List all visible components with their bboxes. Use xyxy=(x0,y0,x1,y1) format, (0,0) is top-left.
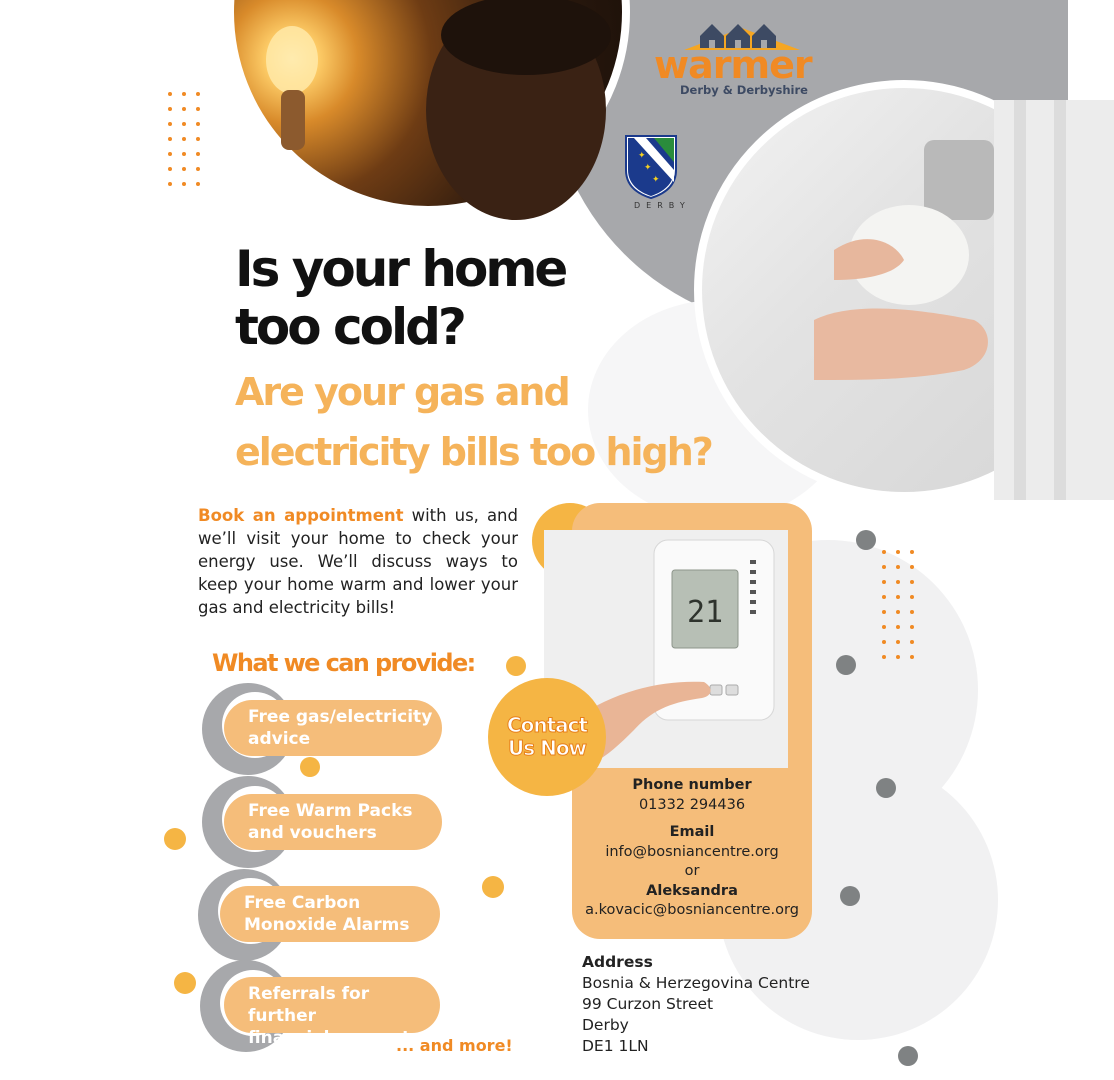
address-line-4: DE1 1LN xyxy=(582,1037,649,1055)
phone-number[interactable]: 01332 294436 xyxy=(638,796,746,813)
subheadline xyxy=(235,362,755,482)
orange-dot xyxy=(164,828,186,850)
dot-pattern-left xyxy=(168,92,200,186)
svg-text:DERBY: DERBY xyxy=(634,201,691,210)
provide-item-gas-advice xyxy=(224,700,442,756)
subheadline-line-1: Are your gas and xyxy=(235,370,569,414)
address-label: Address xyxy=(582,953,653,971)
orange-dot xyxy=(300,757,320,777)
phone-label: Phone number xyxy=(632,777,752,793)
intro-text: with us, and we’ll visit your home to check your energy use. We’ll discuss ways to keep your home warm and lower your gas and electricity bills! xyxy=(198,506,518,617)
provide-item-line-2: Monoxide Alarms xyxy=(244,915,410,935)
address-block xyxy=(582,952,810,1057)
contact-info xyxy=(572,776,812,921)
provide-item-line-2: financial support xyxy=(248,1028,411,1048)
grey-dot xyxy=(876,778,896,798)
orange-dot xyxy=(506,656,526,676)
address-line-2: 99 Curzon Street xyxy=(582,995,714,1013)
dot-pattern-right xyxy=(882,550,914,659)
grey-dot xyxy=(856,530,876,550)
svg-text:✦: ✦ xyxy=(652,175,660,185)
provide-item-warm-packs xyxy=(224,794,442,850)
contact-person-name: Aleksandra xyxy=(646,882,738,899)
and-more-text: ... and more! xyxy=(396,1036,513,1055)
warmer-logo-subtitle: Derby & Derbyshire xyxy=(680,83,808,97)
grey-dot xyxy=(840,886,860,906)
provide-item-line-1: Referrals for further xyxy=(248,984,370,1026)
radiator-hand-illustration xyxy=(694,80,1114,500)
svg-text:✦: ✦ xyxy=(638,151,646,161)
headline-line-1: Is your home xyxy=(235,240,566,298)
svg-text:✦: ✦ xyxy=(644,163,652,173)
man-silhouette xyxy=(226,0,630,214)
address-line-1: Bosnia & Herzegovina Centre xyxy=(582,974,810,992)
thermostat-reading: 21 xyxy=(686,595,724,630)
grey-dot xyxy=(836,655,856,675)
orange-dot xyxy=(174,972,196,994)
provide-item-co-alarms xyxy=(220,886,440,942)
provide-item-financial-referrals xyxy=(224,977,440,1048)
radiator-valve-photo xyxy=(694,80,1114,500)
headline xyxy=(235,240,655,356)
address-line-3: Derby xyxy=(582,1016,629,1034)
contact-person-email[interactable]: a.kovacic@bosniancentre.org xyxy=(585,902,799,918)
provide-item-line-1: Free gas/electricity xyxy=(248,707,433,727)
man-with-lightbulb-photo xyxy=(226,0,630,214)
contact-cta-line-2: Us Now xyxy=(507,736,587,760)
grey-dot xyxy=(898,1046,918,1066)
bosnian-association-crest xyxy=(620,132,691,212)
intro-paragraph xyxy=(198,504,518,619)
provide-item-line-2: advice xyxy=(248,729,311,749)
or-text: or xyxy=(684,863,700,879)
email-address[interactable]: info@bosniancentre.org xyxy=(605,843,779,860)
flyer xyxy=(158,0,922,1080)
email-label: Email xyxy=(669,824,715,840)
book-appointment-highlight: Book an appointment xyxy=(198,506,404,525)
orange-dot xyxy=(482,876,504,898)
subheadline-line-2: electricity bills too high? xyxy=(235,430,712,474)
provide-title: What we can provide: xyxy=(212,649,475,677)
contact-cta-line-1: Contact xyxy=(506,713,588,737)
headline-line-2: too cold? xyxy=(235,298,464,356)
provide-item-line-1: Free Warm Packs xyxy=(248,801,413,821)
provide-item-line-1: Free Carbon xyxy=(244,893,361,913)
warmer-logo-text: warmer xyxy=(654,43,812,87)
provide-item-line-2: and vouchers xyxy=(248,823,377,843)
